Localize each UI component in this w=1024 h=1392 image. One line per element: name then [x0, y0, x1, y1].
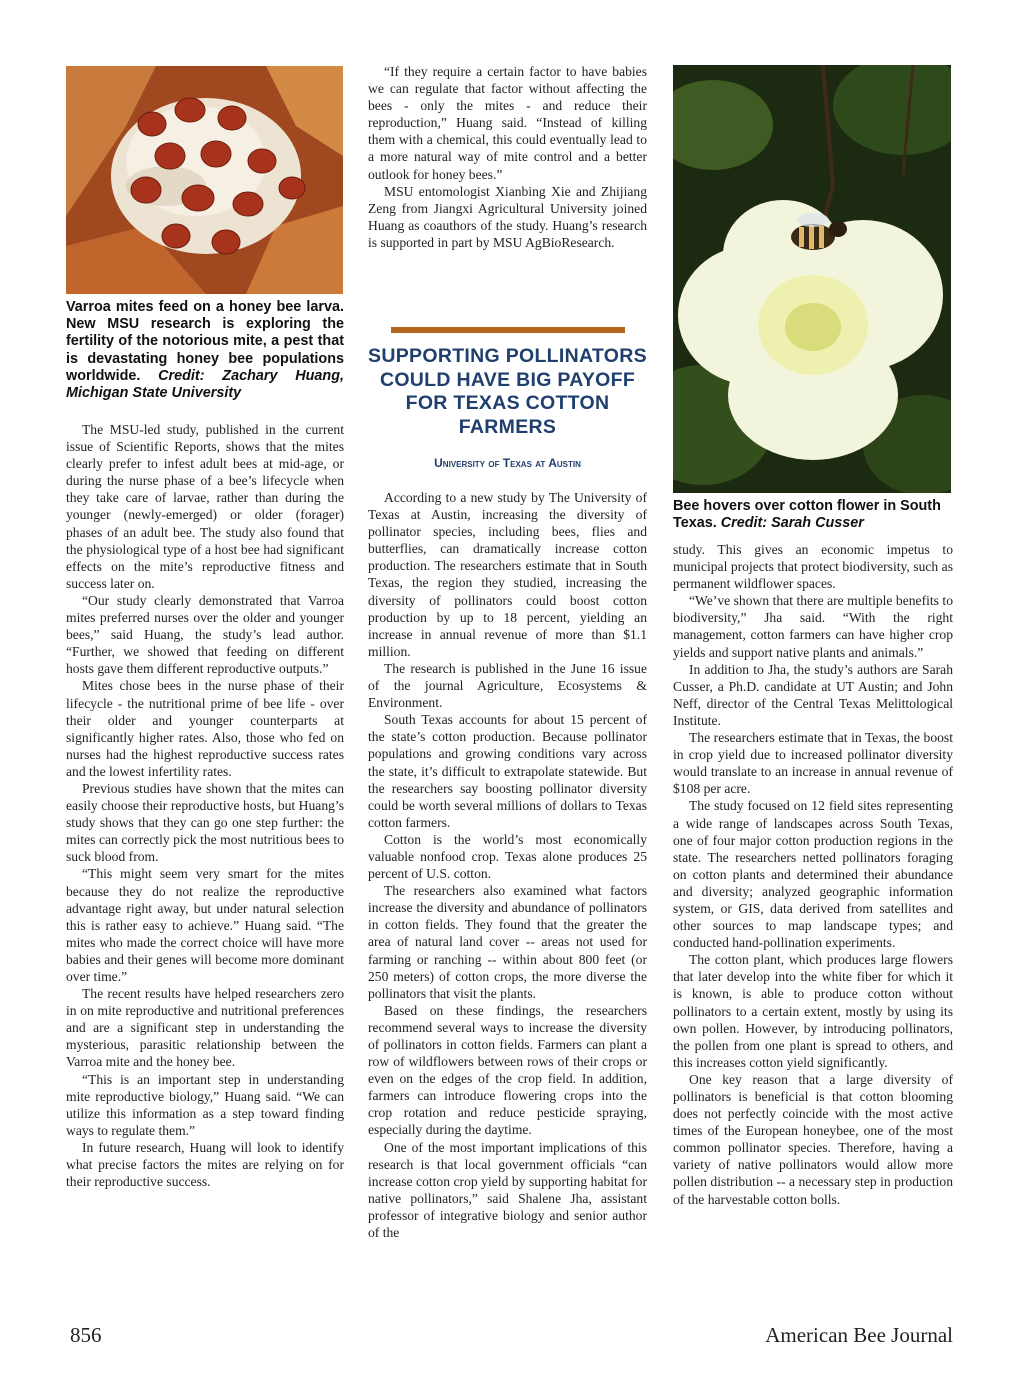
bee-cotton-flower-photo	[673, 65, 951, 493]
paragraph: The researchers also examined what factors increase the diversity and abundance of pollinators in cotton fields. They found that the greater the area of natural land cover -- areas not used for farming or ranching -- within about 800 feet (or 250 meters) of cotton crops, the more diverse the pollinators that visit the plants.	[368, 883, 647, 1001]
paragraph: “If they require a certain factor to have babies we can regulate that factor without affecting the bees - only the mites - and reduce their reproduction,” Huang said. “Instead of killing them with a chemical, this could eventually lead to a more natural way of mite control and a better outlook for honey bees.”	[368, 64, 647, 182]
paragraph: The research is published in the June 16 issue of the journal Agriculture, Ecosystems & Environment.	[368, 660, 647, 711]
varroa-mite-photo	[66, 66, 343, 294]
mite-article-continued	[66, 421, 344, 1190]
paragraph: The cotton plant, which produces large flowers that later develop into the white fiber for which it is known, is able to produce cotton without pollinators to a certain extent, mostly by using its own pollen. However, by introducing pollinators, the pollen from one plant is spread to others, and this increases cotton yield significantly.	[673, 952, 953, 1070]
article-byline: University of Texas at Austin	[434, 456, 581, 470]
paragraph: The recent results have helped researchers zero in on mite reproductive and nutritional preferences and are a significant step in understanding the mysterious, parasitic relationship between the Varroa mite and the honey bee.	[66, 986, 344, 1070]
paragraph: In future research, Huang will look to identify what precise factors the mites are relying on for their reproductive success.	[66, 1139, 344, 1190]
paragraph: study. This gives an economic impetus to municipal projects that protect biodiversity, such as permanent wildflower spaces.	[673, 542, 953, 592]
article-headline: SUPPORTING POLLINATORS COULD HAVE BIG PAYOFF FOR TEXAS COTTON FARMERS	[368, 345, 647, 438]
headline-rule	[391, 327, 625, 333]
paragraph: “This is an important step in understanding mite reproductive biology,” Huang said. “We can utilize this information as a step toward finding ways to regulate them.”	[66, 1071, 344, 1138]
paragraph: “This might seem very smart for the mites because they do not realize the reproductive advantage right away, but under natural selection this is rather easy to achieve.” Huang said. “The mites who made the correct choice will have more babies and their genes will become more dominant over time.”	[66, 866, 344, 984]
varroa-photo-caption: Varroa mites feed on a honey bee larva. New MSU research is exploring the fertility of the notorious mite, a pest that is devastating honey bee populations worldwide. Credit: Zachary Huang, Michigan State University	[66, 299, 345, 402]
paragraph: “We’ve shown that there are multiple benefits to biodiversity,” Jha said. “With the right management, cotton farmers can have higher crop yields and support native plants and animals.”	[673, 593, 953, 660]
paragraph: The researchers estimate that in Texas, the boost in crop yield due to increased pollinator diversity would translate to an increase in annual revenue of $108 per acre.	[673, 730, 953, 797]
paragraph: MSU entomologist Xianbing Xie and Zhijiang Zeng from Jiangxi Agricultural University joined Huang as coauthors of the study. Huang’s research is supported in part by MSU AgBioResearch.	[368, 183, 647, 250]
paragraph: Mites chose bees in the nurse phase of their lifecycle - the nutritional prime of bee life - over their older and younger counterparts at significantly higher rates. Also, those who fed on nurses had the highest reproductive success rates and the lowest infertility rates.	[66, 678, 344, 779]
paragraph: Based on these findings, the researchers recommend several ways to increase the diversity of pollinators in cotton fields. Farmers can plant a row of wildflowers between rows of their crops or even on the edges of the crop field. In addition, farmers can introduce flowering crops into the crop rotation and reduce pesticide spraying, especially during the daytime.	[368, 1002, 647, 1138]
cotton-article-continued	[673, 541, 953, 1208]
paragraph: Cotton is the world’s most economically valuable nonfood crop. Texas alone produces 25 percent of U.S. cotton.	[368, 831, 647, 882]
page-number: 856	[70, 1323, 102, 1347]
paragraph: According to a new study by The University of Texas at Austin, increasing the diversity of pollinator species, including bees, flies and butterflies, can dramatically increase cotton production. The researchers estimate that in South Texas, the region they studied, increasing the diversity of pollinators could boost cotton production by up to 18 percent, yielding an increase in annual revenue of more than $1.1 million.	[368, 490, 647, 659]
paragraph: The MSU-led study, published in the current issue of Scientific Reports, shows that the mites clearly prefer to infest adult bees at mid-age, or during the nurse phase of a bee’s lifecycle when they take care of larvae, rather than during the younger (newly-emerged) or older (forager) phases of an adult bee. The study also found that the physiological type of a host bee had significant effects on the mite’s reproductive fitness and success later on.	[66, 422, 344, 591]
paragraph: One of the most important implications of this research is that local government officials “can increase cotton crop yield by supporting habitat for native pollinators,” said Shalene Jha, assistant professor of integrative biology and senior author of the	[368, 1139, 647, 1241]
paragraph: The study focused on 12 field sites representing a wide range of landscapes across South Texas, one of four major cotton production regions in the state. The researchers netted pollinators foraging on cotton plants and determined their abundance and diversity; analyzed geographic information system, or GIS, data derived from satellites and other sources to map landscape types; and conducted hand-pollination experiments.	[673, 798, 953, 951]
paragraph: One key reason that a large diversity of pollinators is beneficial is that cotton blooming does not perfectly coincide with the most active times of the European honeybee, one of the most common pollinator species. Therefore, having a variety of native pollinators would allow more pollen distribution -- a necessary step in production of the harvestable cotton bolls.	[673, 1071, 953, 1207]
paragraph: Previous studies have shown that the mites can easily choose their reproductive hosts, but Huang’s study shows that they can go one step further: the mites can correctly pick the most nutritious bees to suck blood from.	[66, 780, 344, 865]
paragraph: In addition to Jha, the study’s authors are Sarah Cusser, a Ph.D. candidate at UT Austin; and John Neff, director of the Central Texas Melittological Institute.	[673, 661, 953, 728]
mite-article-ending	[368, 63, 647, 251]
cotton-article-body	[368, 489, 647, 1241]
paragraph: South Texas accounts for about 15 percent of the state’s cotton production. Because pollinator populations and growing conditions vary across the state, it’s difficult to extrapolate statewide. But the researchers say boosting pollinator diversity could be worth several millions of dollars to Texas cotton farmers.	[368, 712, 647, 830]
journal-name: American Bee Journal	[765, 1323, 953, 1347]
paragraph: “Our study clearly demonstrated that Varroa mites preferred nurses over the older and younger bees,” said Huang, the study’s lead author. “Further, we showed that feeding on different hosts gave them different reproductive outputs.”	[66, 592, 344, 677]
bee-photo-caption: Bee hovers over cotton flower in South Texas. Credit: Sarah Cusser	[673, 498, 941, 532]
